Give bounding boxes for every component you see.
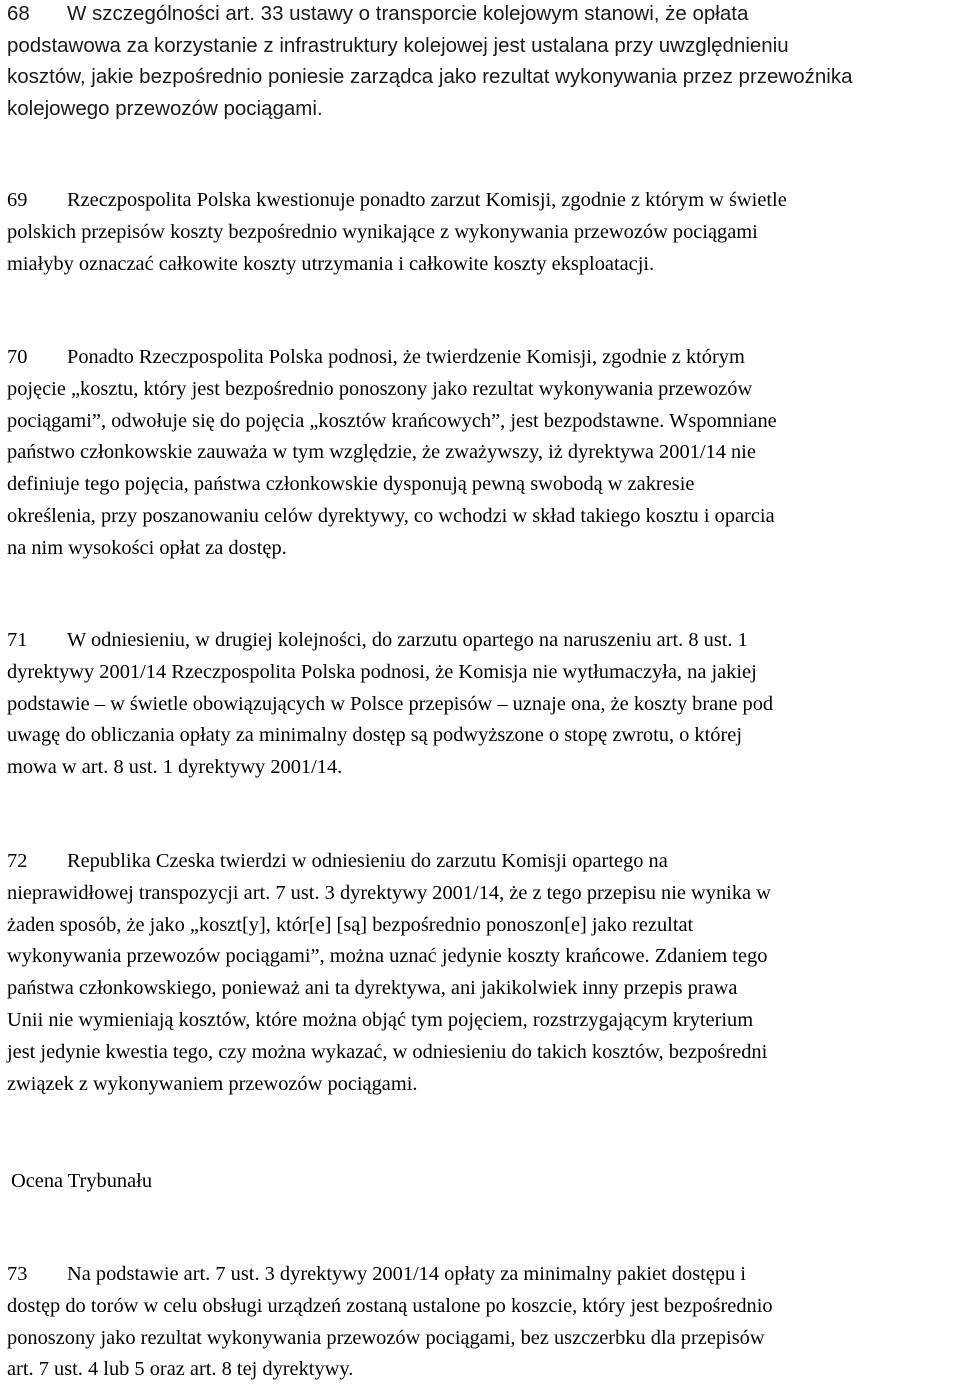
- paragraph-line: podstawie – w świetle obowiązujących w Polsce przepisów – uznaje ona, że koszty brane pod: [7, 692, 774, 715]
- paragraph-line: pociągami”, odwołuje się do pojęcia „kosztów krańcowych”, jest bezpodstawne. Wspomniane: [7, 409, 777, 432]
- paragraph-line: wykonywania przewozów pociągami”, można uznać jedynie koszty krańcowe. Zdaniem tego: [7, 945, 768, 968]
- paragraph-70: [7, 342, 959, 565]
- paragraph-number: 72: [7, 850, 28, 872]
- paragraph-text: W odniesieniu, w drugiej kolejności, do zarzutu opartego na naruszeniu art. 8 ust. 1: [67, 629, 748, 651]
- section-heading: Ocena Trybunału: [11, 1170, 153, 1192]
- paragraph-68: [7, 0, 959, 124]
- paragraph-line: [7, 185, 959, 217]
- paragraph-line: państwo członkowskie zauważa w tym względzie, że zważywszy, iż dyrektywa 2001/14 nie: [7, 441, 756, 464]
- paragraph-line: żaden sposób, że jako „koszt[y], któr[e] [są] bezpośrednio ponoszon[e] jako rezultat: [7, 913, 694, 936]
- paragraph-line: kolejowego przewozów pociągami.: [7, 96, 323, 120]
- paragraph-73: [7, 1259, 959, 1386]
- paragraph-line: definiuje tego pojęcia, państwa członkowskie dysponują pewną swobodą w zakresie: [7, 473, 695, 496]
- paragraph-text: W szczególności art. 33 ustawy o transporcie kolejowym stanowi, że opłata: [67, 2, 749, 25]
- paragraph-line: pojęcie „kosztu, który jest bezpośrednio ponoszony jako rezultat wykonywania przewozów: [7, 377, 753, 400]
- paragraph-line: [7, 1259, 959, 1291]
- paragraph-line: Unii nie wymieniają kosztów, które można objąć tym pojęciem, rozstrzygającym kryterium: [7, 1008, 754, 1031]
- paragraph-line: państwa członkowskiego, ponieważ ani ta dyrektywa, ani jakikolwiek inny przepis prawa: [7, 977, 738, 1000]
- paragraph-line: art. 7 ust. 4 lub 5 oraz art. 8 tej dyrektywy.: [7, 1358, 354, 1381]
- paragraph-line: [7, 0, 959, 30]
- paragraph-line: polskich przepisów koszty bezpośrednio wynikające z wykonywania przewozów pociągami: [7, 220, 758, 243]
- paragraph-72: [7, 846, 959, 1100]
- paragraph-number: 71: [7, 629, 28, 651]
- paragraph-text: Rzeczpospolita Polska kwestionuje ponadto zarzut Komisji, zgodnie z którym w świetle: [67, 189, 787, 211]
- paragraph-line: podstawowa za korzystanie z infrastruktury kolejowej jest ustalana przy uwzględnieniu: [7, 33, 789, 57]
- paragraph-number: 70: [7, 346, 28, 368]
- paragraph-number: 68: [7, 2, 30, 25]
- paragraph-line: związek z wykonywaniem przewozów pociągami.: [7, 1072, 418, 1095]
- paragraph-line: ponoszony jako rezultat wykonywania przewozów pociągami, bez uszczerbku dla przepisów: [7, 1326, 765, 1349]
- paragraph-number: 73: [7, 1263, 28, 1285]
- paragraph-line: jest jedynie kwestia tego, czy można wykazać, w odniesieniu do takich kosztów, bezpośredni: [7, 1040, 768, 1063]
- paragraph-line: określenia, przy poszanowaniu celów dyrektywy, co wchodzi w skład takiego kosztu i oparcia: [7, 504, 775, 527]
- paragraph-line: [7, 342, 959, 374]
- paragraph-69: [7, 185, 959, 280]
- paragraph-line: [7, 846, 959, 878]
- paragraph-line: kosztów, jakie bezpośrednio poniesie zarządca jako rezultat wykonywania przez przewoźnika: [7, 65, 853, 88]
- paragraph-line: mowa w art. 8 ust. 1 dyrektywy 2001/14.: [7, 756, 343, 779]
- paragraph-number: 69: [7, 189, 28, 211]
- paragraph-line: na nim wysokości opłat za dostęp.: [7, 536, 287, 559]
- paragraph-line: [7, 625, 959, 657]
- paragraph-text: Na podstawie art. 7 ust. 3 dyrektywy 2001/14 opłaty za minimalny pakiet dostępu i: [67, 1263, 746, 1285]
- paragraph-text: Ponadto Rzeczpospolita Polska podnosi, że twierdzenie Komisji, zgodnie z którym: [67, 346, 745, 368]
- paragraph-71: [7, 625, 959, 784]
- paragraph-line: dostęp do torów w celu obsługi urządzeń zostaną ustalone po koszcie, który jest bezpośrednio: [7, 1294, 773, 1317]
- paragraph-line: uwagę do obliczania opłaty za minimalny dostęp są podwyższone o stopę zwrotu, o której: [7, 724, 742, 747]
- paragraph-line: nieprawidłowej transpozycji art. 7 ust. 3 dyrektywy 2001/14, że z tego przepisu nie wynika w: [7, 881, 771, 904]
- paragraph-text: Republika Czeska twierdzi w odniesieniu do zarzutu Komisji opartego na: [67, 850, 668, 872]
- paragraph-line: dyrektywy 2001/14 Rzeczpospolita Polska podnosi, że Komisja nie wytłumaczyła, na jakiej: [7, 660, 757, 683]
- paragraph-line: miałyby oznaczać całkowite koszty utrzymania i całkowite koszty eksploatacji.: [7, 252, 655, 275]
